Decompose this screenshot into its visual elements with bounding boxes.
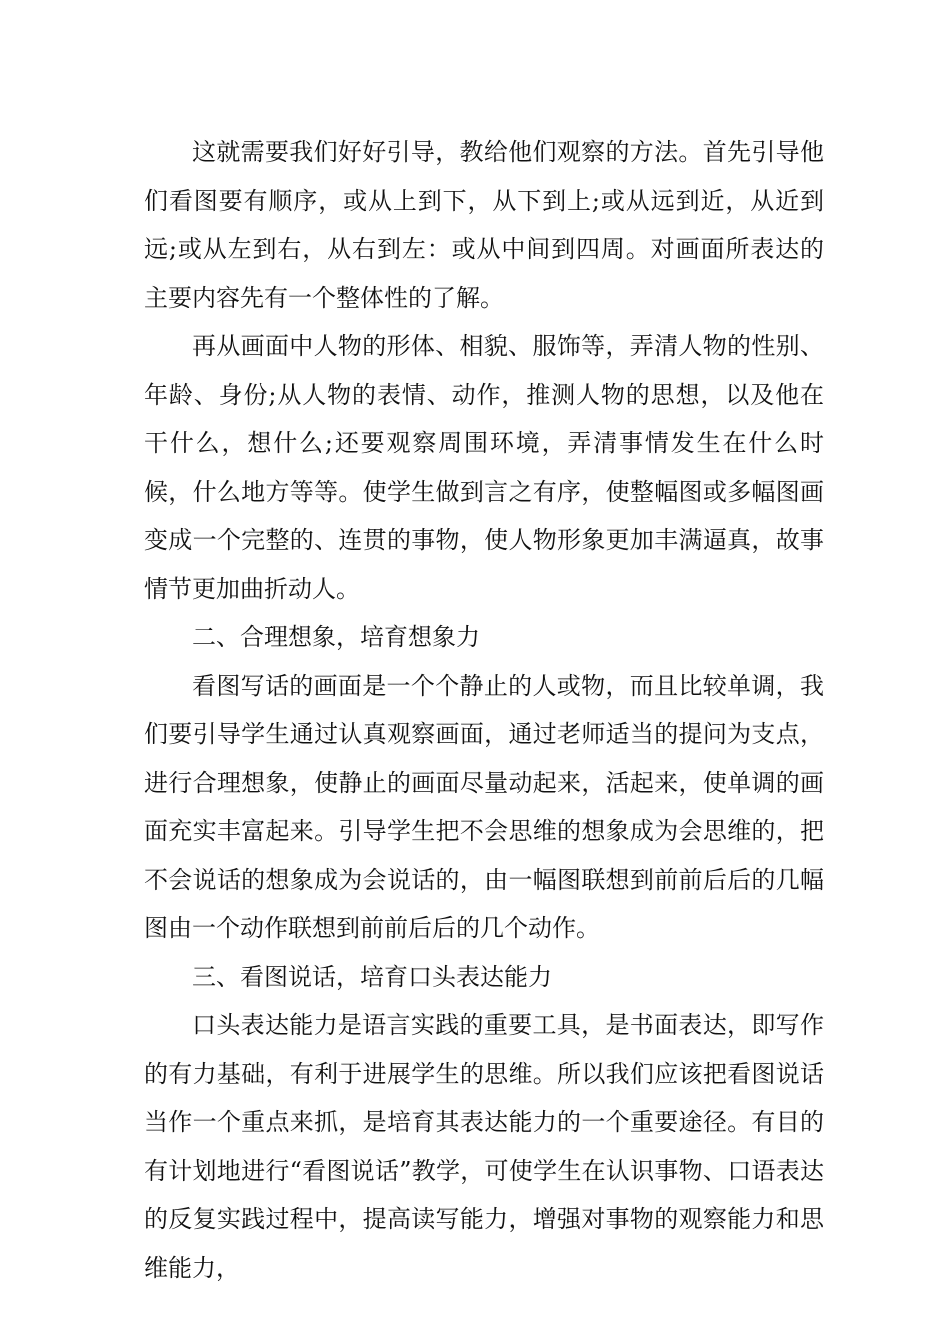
paragraph-imagination: 看图写话的画面是一个个静止的人或物，而且比较单调，我们要引导学生通过认真观察画面，通过老师适当的提问为支点，进行合理想象，使静止的画面尽量动起来，活起来，使单调的画面充实丰富起来。引导学生把不会思维的想象成为会思维的，把不会说话的想象成为会说话的，由一幅图联想到前前后后的几幅图由一个动作联想到前前后后的几个动作。 [144,671,824,942]
document-body [144,128,824,1292]
paragraph-observation-method: 这就需要我们好好引导，教给他们观察的方法。首先引导他们看图要有顺序，或从上到下，从下到上;或从远到近，从近到远;或从左到右，从右到左：或从中间到四周。对画面所表达的主要内容先有一个整体性的了解。 [144,138,824,312]
section-heading-oral-expression: 三、看图说话，培育口头表达能力 [192,962,552,991]
paragraph-character-details: 再从画面中人物的形体、相貌、服饰等，弄清人物的性别、年龄、身份;从人物的表情、动作，推测人物的思想，以及他在干什么，想什么;还要观察周围环境，弄清事情发生在什么时候，什么地方等等。使学生做到言之有序，使整幅图或多幅图画变成一个完整的、连贯的事物，使人物形象更加丰满逼真，故事情节更加曲折动人。 [144,332,824,603]
section-heading-imagination: 二、合理想象，培育想象力 [192,623,480,651]
paragraph-oral-expression: 口头表达能力是语言实践的重要工具，是书面表达，即写作的有力基础，有利于进展学生的思维。所以我们应该把看图说话当作一个重点来抓，是培育其表达能力的一个重要途径。有目的有计划地进行“看图说话”教学，可使学生在认识事物、口语表达的反复实践过程中，提高读写能力，增强对事物的观察能力和思维能力， [144,1011,824,1282]
